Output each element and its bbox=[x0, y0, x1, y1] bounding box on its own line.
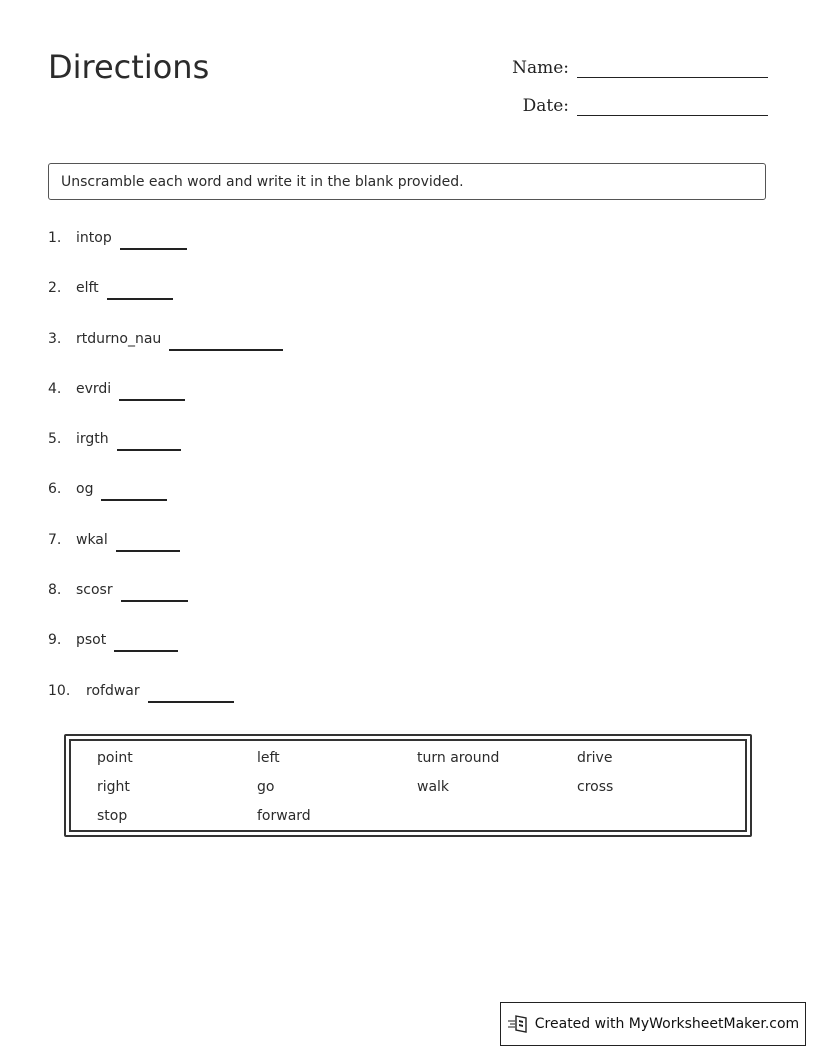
name-field bbox=[512, 54, 768, 78]
question-number: 8. bbox=[48, 582, 62, 599]
question-number: 4. bbox=[48, 380, 62, 397]
word-bank-item: go bbox=[257, 779, 275, 795]
instructions-box bbox=[48, 163, 766, 200]
answer-blank[interactable] bbox=[101, 481, 167, 501]
scrambled-word: wkal bbox=[76, 531, 108, 548]
scrambled-word: rofdwar bbox=[86, 682, 140, 699]
question-item bbox=[48, 582, 283, 632]
question-item bbox=[48, 481, 283, 531]
question-list bbox=[48, 230, 283, 733]
question-number: 7. bbox=[48, 531, 62, 548]
scrambled-word: intop bbox=[76, 230, 112, 246]
word-bank-item: walk bbox=[417, 779, 450, 795]
question-item bbox=[48, 532, 283, 582]
answer-blank[interactable] bbox=[121, 582, 188, 602]
question-item bbox=[48, 431, 283, 481]
word-bank-grid bbox=[69, 739, 747, 832]
name-label: Name: bbox=[512, 58, 569, 78]
scrambled-word: og bbox=[76, 481, 94, 498]
scrambled-word: irgth bbox=[76, 431, 109, 448]
word-bank bbox=[64, 734, 752, 837]
page-title: Directions bbox=[48, 48, 210, 86]
question-number: 6. bbox=[48, 481, 62, 498]
date-blank-line[interactable] bbox=[577, 92, 768, 116]
word-bank-item: right bbox=[97, 779, 130, 795]
question-item bbox=[48, 632, 283, 682]
question-item bbox=[48, 230, 283, 280]
answer-blank[interactable] bbox=[114, 632, 178, 652]
date-label: Date: bbox=[522, 96, 569, 116]
question-number: 5. bbox=[48, 431, 62, 448]
question-number: 2. bbox=[48, 280, 62, 297]
answer-blank[interactable] bbox=[120, 230, 187, 250]
word-bank-item: stop bbox=[97, 808, 128, 824]
worksheet-maker-logo-icon bbox=[507, 1014, 529, 1034]
scrambled-word: elft bbox=[76, 280, 99, 297]
answer-blank[interactable] bbox=[119, 381, 185, 401]
question-item bbox=[48, 331, 283, 381]
question-number: 3. bbox=[48, 330, 62, 347]
answer-blank[interactable] bbox=[107, 280, 173, 300]
name-blank-line[interactable] bbox=[577, 54, 768, 78]
question-item bbox=[48, 683, 283, 733]
question-item bbox=[48, 381, 283, 431]
instructions-text: Unscramble each word and write it in the blank provided. bbox=[61, 173, 464, 190]
scrambled-word: rtdurno_nau bbox=[76, 330, 162, 347]
answer-blank[interactable] bbox=[169, 331, 283, 351]
question-item bbox=[48, 280, 283, 330]
scrambled-word: scosr bbox=[76, 582, 113, 599]
date-field bbox=[523, 92, 768, 116]
answer-blank[interactable] bbox=[116, 532, 180, 552]
scrambled-word: evrdi bbox=[76, 380, 112, 397]
question-number: 9. bbox=[48, 632, 62, 649]
credit-text: Created with MyWorksheetMaker.com bbox=[534, 1016, 800, 1032]
question-number: 10. bbox=[48, 682, 71, 699]
word-bank-item: left bbox=[257, 750, 280, 766]
word-bank-item: forward bbox=[257, 808, 311, 824]
footer-credit[interactable] bbox=[500, 1002, 806, 1046]
word-bank-item: cross bbox=[577, 779, 614, 795]
word-bank-item: turn around bbox=[417, 750, 500, 766]
word-bank-item: drive bbox=[577, 750, 613, 766]
answer-blank[interactable] bbox=[148, 683, 234, 703]
word-bank-item: point bbox=[97, 750, 133, 766]
scrambled-word: psot bbox=[76, 632, 107, 649]
answer-blank[interactable] bbox=[117, 431, 181, 451]
question-number: 1. bbox=[48, 230, 62, 246]
